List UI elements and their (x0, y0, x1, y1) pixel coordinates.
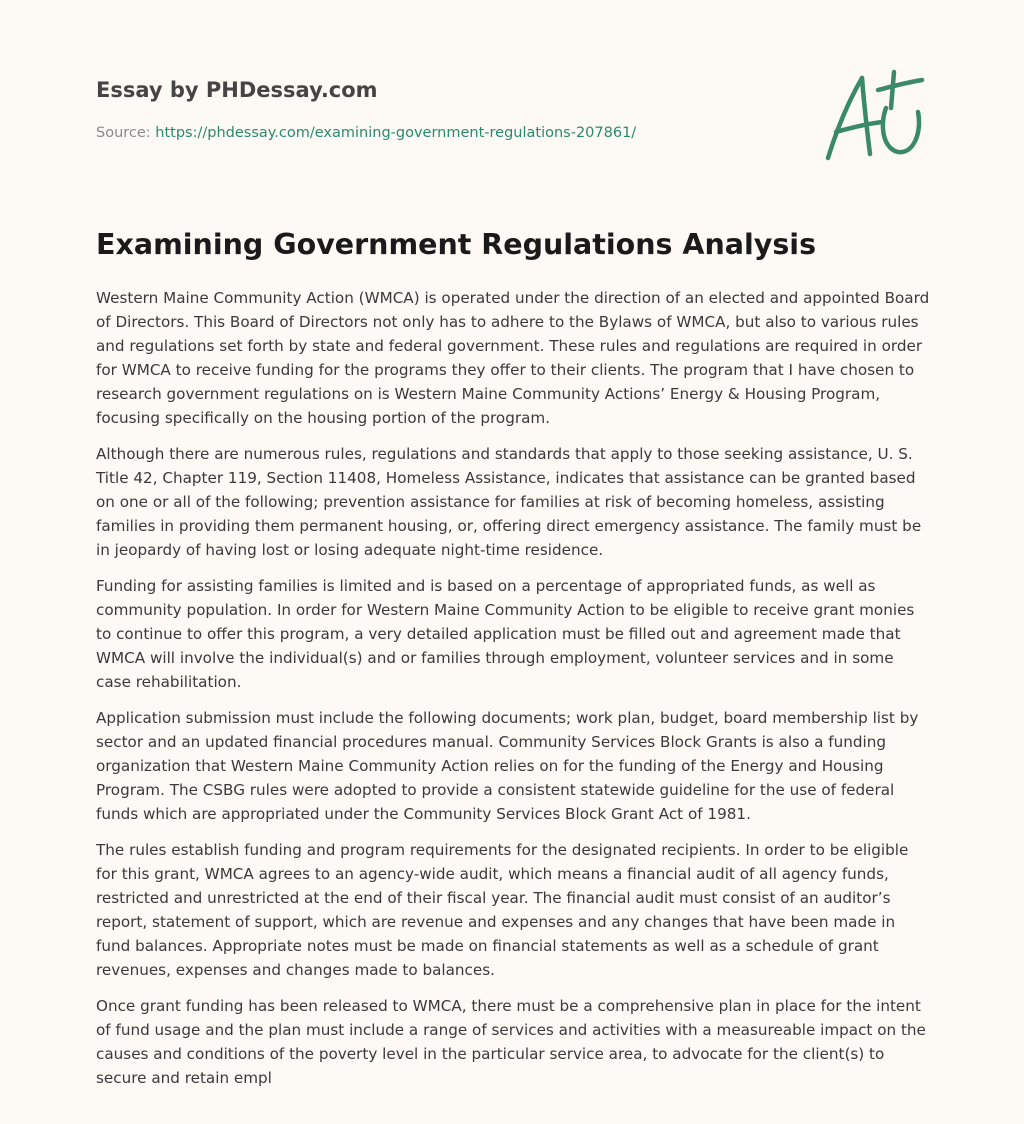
essay-body (96, 286, 932, 1102)
essay-paragraph: Once grant funding has been released to WMCA, there must be a comprehensive plan in place for the intent of fund usage and the plan must include a range of services and activities with a measureable impact on the causes and conditions of the poverty level in the particular service area, to advocate for the client(s) to secure and retain empl (96, 997, 926, 1087)
source-label: Source: (96, 125, 151, 141)
essay-paragraph: Western Maine Community Action (WMCA) is operated under the direction of an elected and appointed Board of Directors. This Board of Directors not only has to adhere to the Bylaws of WMCA, but also to various rules and regulations set forth by state and federal government. These rules and regulations are required in order for WMCA to receive funding for the programs they offer to their clients. The program that I have chosen to research government regulations on is Western Maine Community Actions’ Energy & Housing Program, focusing specifically on the housing portion of the program. (96, 289, 930, 427)
essay-paragraph: Application submission must include the following documents; work plan, budget, board membership list by sector and an updated financial procedures manual. Community Services Block Grants is also a funding organization that Western Maine Community Action relies on for the funding of the Energy and Housing Program. The CSBG rules were adopted to provide a consistent statewide guideline for the use of federal funds which are appropriated under the Community Services Block Grant Act of 1981. (96, 709, 919, 823)
essay-paragraph: The rules establish funding and program requirements for the designated recipients. In order to be eligible for this grant, WMCA agrees to an agency-wide audit, which means a financial audit of all agency funds, restricted and unrestricted at the end of their fiscal year. The financial audit must consist of an auditor’s report, statement of support, which are revenue and expenses and any changes that have been made in fund balances. Appropriate notes must be made on financial statements as well as a schedule of grant revenues, expenses and changes made to balances. (96, 841, 909, 979)
source-link[interactable]: https://phdessay.com/examining-government-regulations-207861/ (155, 125, 637, 141)
source-line (96, 123, 636, 143)
essay-title: Examining Government Regulations Analysis (96, 228, 817, 261)
essay-paragraph: Although there are numerous rules, regulations and standards that apply to those seeking assistance, U. S. Title 42, Chapter 119, Section 11408, Homeless Assistance, indicates that assistance can be granted based on one or all of the following; prevention assistance for families at risk of becoming homeless, assisting families in providing them permanent housing, or, offering direct emergency assistance. The family must be in jeopardy of having lost or losing adequate night-time residence. (96, 445, 922, 559)
a-plus-logo-icon (822, 68, 926, 164)
essay-paragraph: Funding for assisting families is limited and is based on a percentage of appropriated funds, as well as community population. In order for Western Maine Community Action to be eligible to receive grant monies to continue to offer this program, a very detailed application must be filled out and agreement made that WMCA will involve the individual(s) and or families through employment, volunteer services and in some case rehabilitation. (96, 577, 915, 691)
site-title: Essay by PHDessay.com (96, 78, 378, 102)
